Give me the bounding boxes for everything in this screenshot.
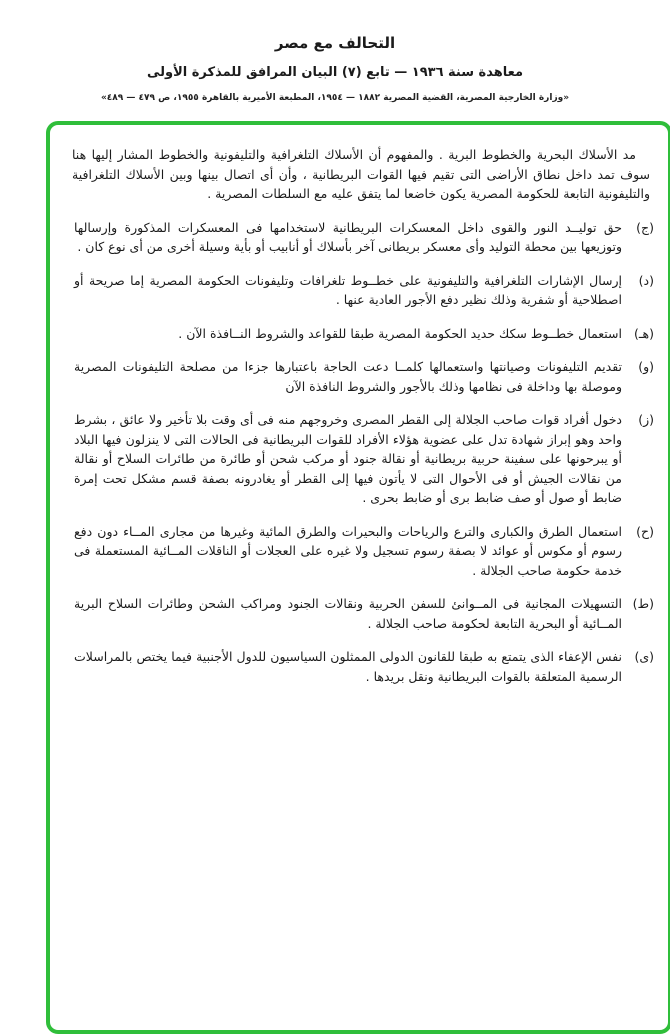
item-text: استعمال خطــوط سكك حديد الحكومة المصرية طبقا للقواعد والشروط النــافذة الآن . — [178, 325, 622, 341]
list-item — [72, 410, 654, 508]
page-title: التحالف مع مصر — [274, 34, 396, 52]
source-citation: «وزارة الخارجية المصرية، القضية المصرية ١٨٨٢ — ١٩٥٤، المطبعة الأميرية بالقاهرة ١٩٥٥، ص ٤٧٩ — ٤٨٩» — [100, 93, 570, 103]
item-text: نفس الإعفاء الذى يتمتع به طبقا للقانون الدولى الممثلون السياسيون للدول الأجنبية فيما يختص بالمراسلات الرسمية المتعلقة بالقوات البريطانية ونقل بريدها . — [74, 649, 622, 684]
item-text: استعمال الطرق والكبارى والترع والرياحات والبحيرات والطرق المائية وغيرها من مجارى المــاء دون دفع رسوم أو مكوس أو عوائد لا بصفة رسوم تسجيل ولا غيره على العجلات أو الناقلات المــائية المستعملة فى خدمة حكومة صاحب الجلالة . — [74, 523, 622, 578]
item-marker: (ز) — [638, 412, 654, 427]
item-text: حق توليــد النور والقوى داخل المعسكرات البريطانية لاستخدامها فى المعسكرات المذكورة وإرسالها وتوزيعها بين محطة التوليد وأى معسكر بريطانى آخر بأسلاك أو أنابيب أو بأية وسيلة أخرى من أى نوع كان . — [74, 219, 622, 254]
item-marker: (ط) — [632, 596, 654, 611]
list-item — [72, 594, 654, 633]
highlighted-text-box — [46, 121, 670, 1034]
item-text: دخول أفراد قوات صاحب الجلالة إلى القطر المصرى وخروجهم منه فى أى وقت بلا تأخير ولا عائق ، بشرط واحد وهو إبراز شهادة تدل على عضوية هؤلاء الأفراد للقوات البريطانية فى الحالات التى لا ينزلون فيها البلاد أو يبرحونها على سفينة حربية بريطانية أو نقالة جنود أو مركب شحن أو طائرة من طائرات السلاح أو نقالة من نقالات الجيش أو فى الأحوال التى لا يأتون فيها إلى القطر أو يغادرونه بصفة قسم مشكل تحت إمرة ضابط أو صول أو صف ضابط برى أو ضابط بحرى . — [74, 412, 622, 505]
list-item — [72, 647, 654, 686]
item-marker: (ج) — [636, 219, 654, 235]
item-text: تقديم التليفونات وصيانتها واستعمالها كلمــا دعت الحاجة باعتبارها جزءا من مصلحة التليفونات المصرية وموصلة بها وداخلة فى نظامها وذلك بالأجور والشروط النافذة الآن — [74, 359, 622, 394]
item-text: التسهيلات المجانية فى المــوانئ للسفن الحربية ونقالات الجنود ومراكب الشحن وطائرات السلاح البرية المــائية أو البحرية التابعة لحكومة صاحب الجلالة . — [74, 596, 622, 631]
item-marker: (هـ) — [633, 325, 654, 341]
list-item — [72, 357, 654, 396]
item-marker: (و) — [638, 359, 654, 374]
list-item — [72, 218, 654, 257]
item-marker: (ى) — [634, 649, 654, 664]
page-subtitle: معاهدة سنة ١٩٣٦ — تابع (٧) البيان المرافق للمذكرة الأولى — [146, 65, 524, 80]
item-text: إرسال الإشارات التلغرافية والتليفونية على خطــوط تلغرافات وتليفونات الحكومة المصرية إما صريحة أو اصطلاحية أو شفرية وذلك نظير دفع الأجور العادية عنها . — [74, 272, 622, 307]
page-header — [0, 34, 670, 103]
item-marker: (ح) — [636, 523, 654, 539]
intro-paragraph: مد الأسلاك البحرية والخطوط البرية . والمفهوم أن الأسلاك التلغرافية والتليفونية والخطوط المشار إليها هنا سوف تمد داخل نطاق الأراضى التى تقيم فيها القوات البريطانية ، وأن أى اتصال بينها وبين الأسلاك التلغرافية والتليفونية التابعة للحكومة المصرية يكون خاضعا لما يتفق عليه مع السلطات المصرية . — [72, 147, 650, 201]
list-item — [72, 522, 654, 581]
list-item — [72, 271, 654, 310]
list-item — [72, 324, 654, 344]
item-marker: (د) — [638, 272, 654, 288]
